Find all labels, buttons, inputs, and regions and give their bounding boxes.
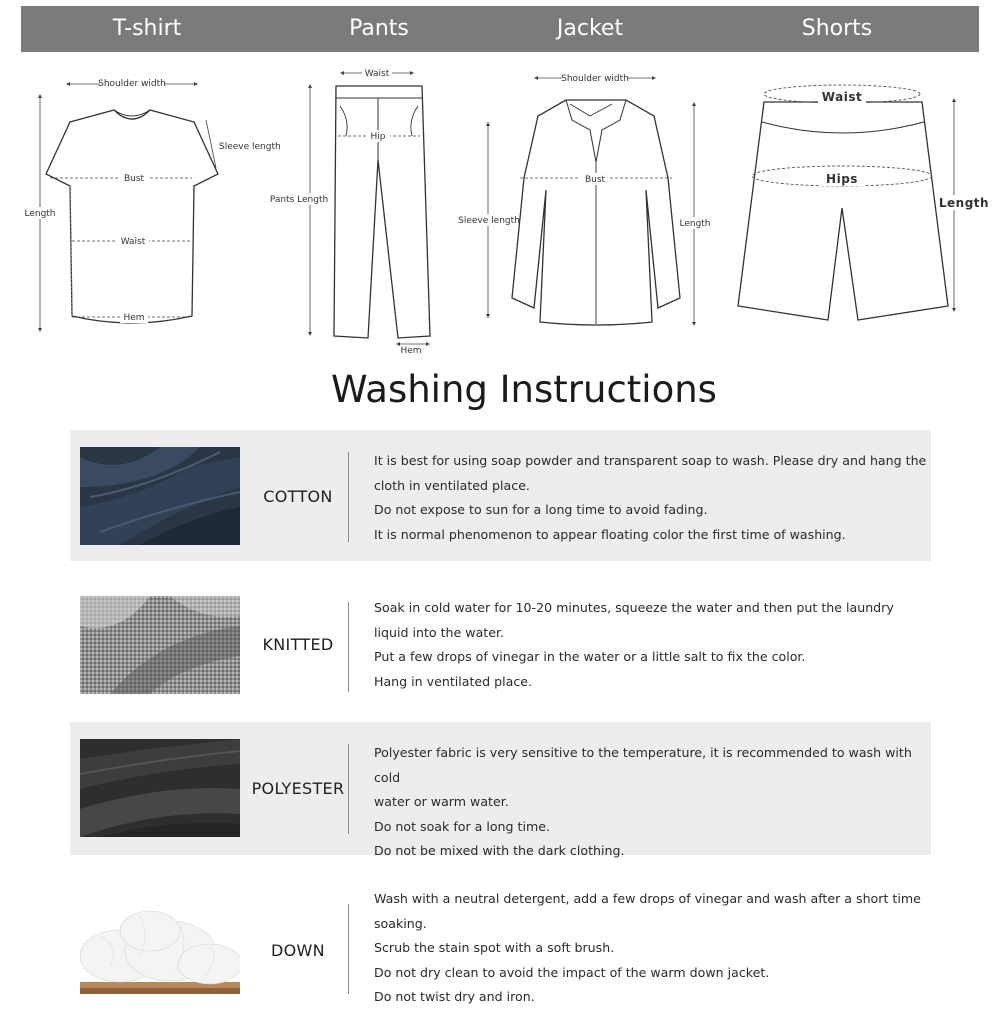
tshirt-waist-label: Waist [120, 237, 146, 247]
polyester-instructions [374, 741, 930, 864]
shorts-waist-label: Waist [821, 90, 863, 104]
header-jacket: Jacket [556, 16, 624, 41]
instruction-line: Wash with a neutral detergent, add a few drops of vinegar and wash after a short time [374, 891, 921, 906]
cotton-swatch [80, 447, 240, 545]
instruction-line: liquid into the water. [374, 624, 504, 640]
pants-diagram [334, 86, 430, 338]
jacket-bust-label: Bust [584, 175, 606, 185]
garment-header-bar [21, 6, 979, 52]
knitted-instructions [374, 596, 930, 694]
instruction-line: Do not dry clean to avoid the impact of the warm down jacket. [374, 964, 770, 980]
divider [348, 744, 349, 834]
tshirt-bust-label: Bust [123, 174, 145, 184]
instruction-line: Do not be mixed with the dark clothing. [374, 843, 625, 859]
fabric-name-down: DOWN [271, 941, 325, 960]
instruction-line: Soak in cold water for 10-20 minutes, squeeze the water and then put the laundry [374, 600, 894, 615]
tshirt-length-label: Length [24, 209, 56, 219]
instruction-line: Do not twist dry and iron. [374, 989, 535, 1005]
jacket-length-label: Length [679, 219, 711, 229]
knitted-swatch [80, 596, 240, 694]
instruction-line: Scrub the stain spot with a soft brush. [374, 940, 615, 956]
polyester-swatch [80, 739, 240, 837]
fabric-row-polyester [70, 722, 931, 859]
size-diagrams [0, 58, 1000, 364]
instruction-line: Put a few drops of vinegar in the water or a little salt to fix the color. [374, 649, 806, 665]
instruction-line: Hang in ventilated place. [374, 673, 533, 689]
fabric-name-cotton: COTTON [263, 487, 333, 506]
jacket-sleeve-label: Sleeve length [458, 216, 520, 226]
header-tshirt: T-shirt [112, 16, 182, 41]
fabric-name-knitted: KNITTED [262, 635, 334, 654]
jacket-diagram [512, 100, 680, 325]
washing-instructions-title: Washing Instructions [331, 368, 717, 411]
instruction-line: It is normal phenomenon to appear floating color the first time of washing. [374, 526, 846, 542]
header-shorts: Shorts [801, 16, 873, 41]
tshirt-sleeve-label: Sleeve length [219, 142, 281, 152]
instruction-line: water or warm water. [374, 794, 509, 810]
fabric-row-down [70, 872, 931, 1015]
jacket-shoulder-label: Shoulder width [561, 74, 629, 84]
pants-waist-label: Waist [364, 69, 390, 79]
pants-hip-label: Hip [370, 132, 386, 142]
fabric-row-knitted [70, 576, 931, 707]
instruction-line: Do not soak for a long time. [374, 818, 550, 834]
tshirt-hem-label: Hem [123, 313, 145, 323]
shorts-length-label: Length [938, 196, 990, 210]
instruction-line: cloth in ventilated place. [374, 477, 530, 493]
shorts-diagram [738, 102, 948, 320]
tshirt-shoulder-label: Shoulder width [98, 79, 166, 89]
cotton-instructions [374, 449, 930, 547]
divider [348, 904, 349, 994]
divider [348, 452, 349, 542]
down-instructions [374, 887, 930, 1010]
instruction-line: soaking. [374, 915, 427, 931]
divider [348, 602, 349, 692]
pants-outline [334, 86, 430, 338]
shorts-outline [738, 102, 948, 320]
pants-length-label: Pants Length [269, 195, 329, 205]
instruction-line: Do not expose to sun for a long time to avoid fading. [374, 502, 708, 518]
instruction-line: Polyester fabric is very sensitive to the temperature, it is recommended to wash with cold [374, 745, 912, 785]
fabric-row-cotton [70, 430, 931, 561]
header-pants: Pants [349, 16, 409, 41]
shorts-hips-label: Hips [826, 172, 858, 186]
pants-hem-label: Hem [400, 346, 422, 356]
down-swatch [80, 896, 240, 994]
tshirt-diagram [46, 110, 218, 323]
instruction-line: It is best for using soap powder and transparent soap to wash. Please dry and hang the [374, 453, 927, 468]
fabric-name-polyester: POLYESTER [251, 779, 345, 798]
